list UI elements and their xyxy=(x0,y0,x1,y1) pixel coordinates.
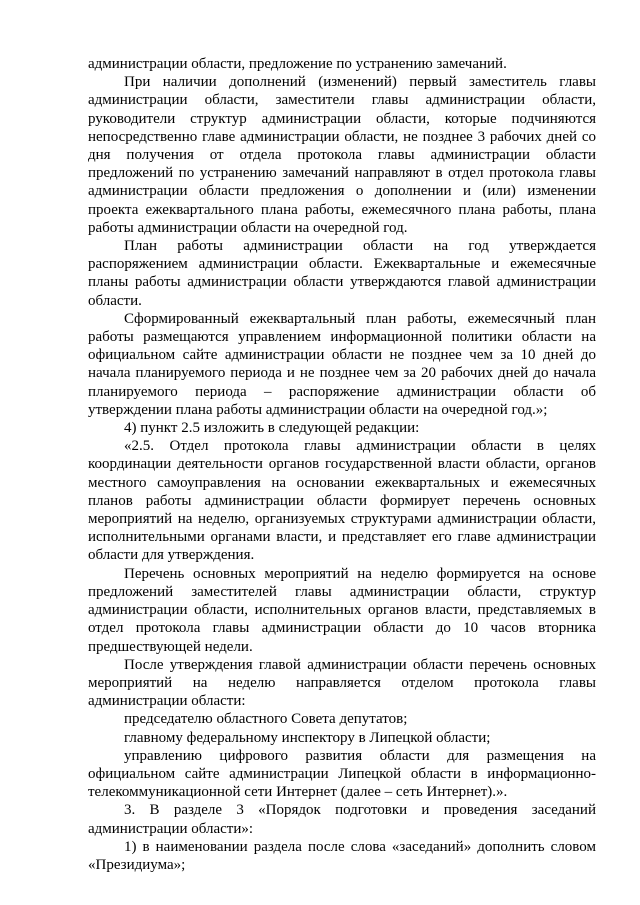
paragraph: администрации области, предложение по устранению замечаний. xyxy=(88,56,507,72)
paragraph: 4) пункт 2.5 изложить в следующей редакции: xyxy=(124,420,420,437)
document-body xyxy=(88,55,596,874)
paragraph: Сформированный ежеквартальный план работы, ежемесячный план работы размещаются управлением информационной политики области на официальном сайте администрации области не позднее чем за 10 дней до начала планируемого периода и не позднее чем за 20 рабочих дней до начала планируемого периода – распоряжение администрации области об утверждении плана работы администрации области на очередной год.»; xyxy=(88,310,596,418)
paragraph: План работы администрации области на год утверждается распоряжением администрации области. Ежеквартальные и ежемесячные планы работы администрации области утверждаются главой администрации области. xyxy=(88,238,596,309)
paragraph: 3. В разделе 3 «Порядок подготовки и проведения заседаний администрации области»: xyxy=(88,802,596,837)
paragraph: После утверждения главой администрации области перечень основных мероприятий на неделю направляется отделом протокола главы администрации области: xyxy=(88,656,596,710)
paragraph: 1) в наименовании раздела после слова «заседаний» дополнить словом «Президиума»; xyxy=(88,838,596,873)
paragraph: «2.5. Отдел протокола главы администрации области в целях координации деятельности органов государственной власти области, органов местного самоуправления на основании ежеквартальных и ежемесячных планов работы администрации области формирует перечень основных мероприятий на неделю, организуемых структурами администрации области, исполнительными органами власти, и представляет его главе администрации области для утверждения. xyxy=(88,438,596,564)
paragraph: При наличии дополнений (изменений) первый заместитель главы администрации области, заместители главы администрации области, руководители структур администрации области, которые подчиняются непосредственно главе администрации области, не позднее 3 рабочих дней со дня получения от отдела протокола главы администрации области предложений по устранению замечаний направляют в отдел протокола главы администрации области предложения о дополнении и (или) изменении проекта ежеквартального плана работы, ежемесячного плана работы, плана работы администрации области на очередной год. xyxy=(88,74,596,236)
paragraph: председателю областного Совета депутатов; xyxy=(124,711,408,728)
paragraph: управлению цифрового развития области для размещения на официальном сайте администрации Липецкой области в информационно-телекоммуникационной сети Интернет (далее – сеть Интернет).». xyxy=(88,747,596,801)
paragraph: главному федеральному инспектору в Липецкой области; xyxy=(124,729,491,746)
paragraph: Перечень основных мероприятий на неделю формируется на основе предложений заместителей главы администрации области, структур администрации области, исполнительных органов власти, представляемых в отдел протокола главы администрации области до 10 часов вторника предшествующей недели. xyxy=(88,565,596,655)
